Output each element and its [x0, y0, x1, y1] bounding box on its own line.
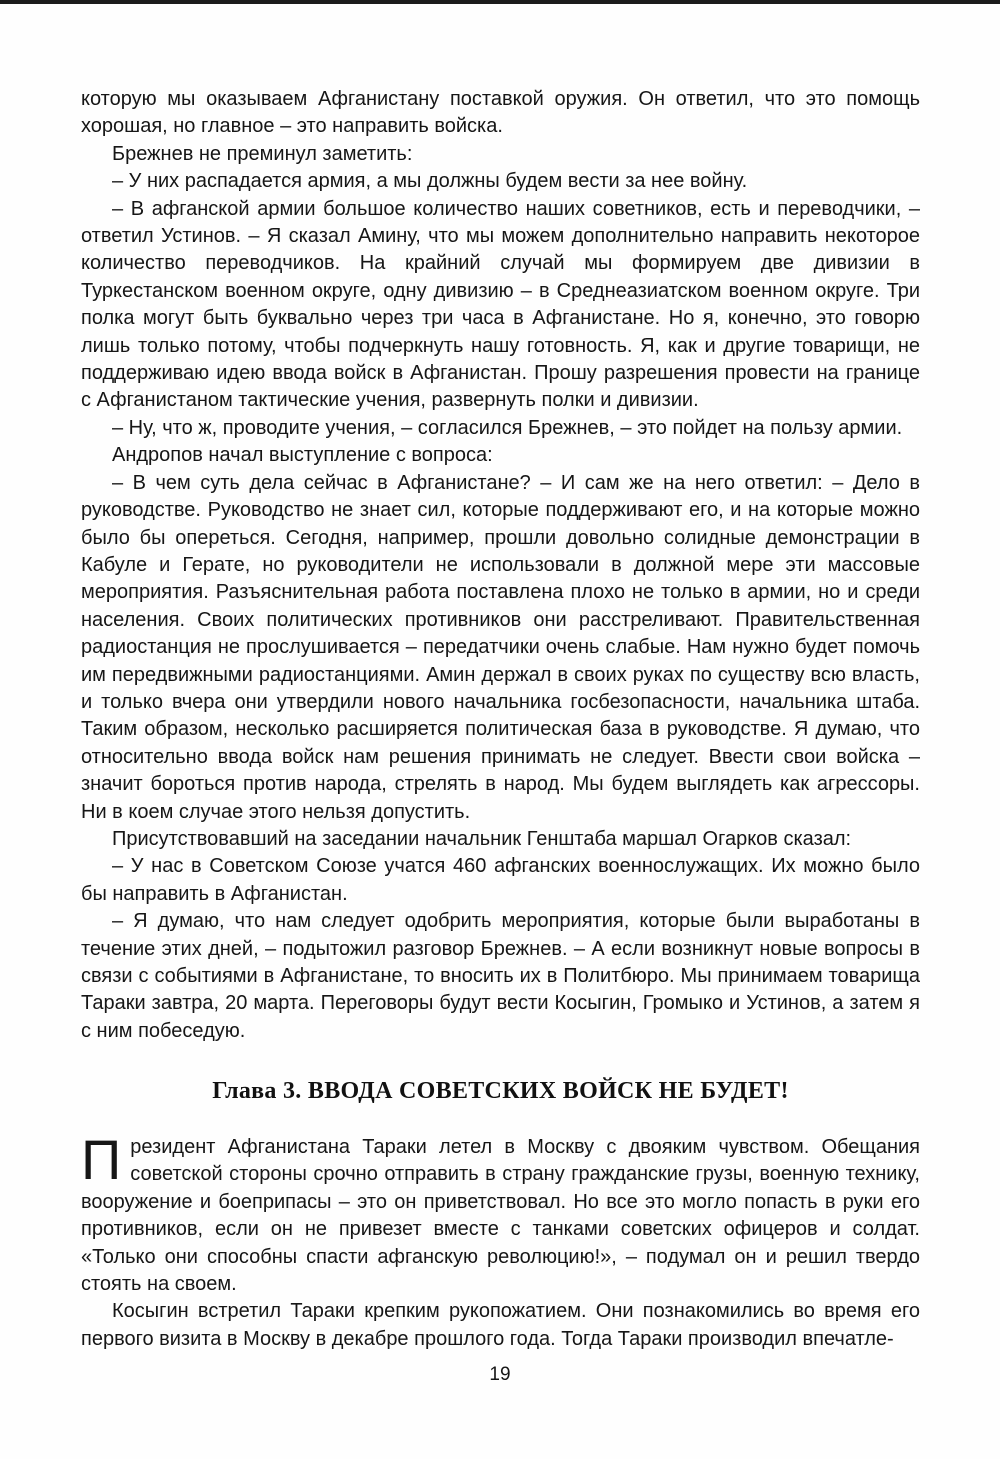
paragraph: которую мы оказываем Афганистану поставкой оружия. Он ответил, что это помощь хорошая, но главное – это направить войска.	[81, 88, 920, 138]
paragraph: – Я думаю, что нам следует одобрить мероприятия, которые были выработаны в течение этих дней, – подытожил разговор Брежнев. – А если возникнут новые вопросы в связи с событиями в Афганистане, то вносить их в Политбюро. Мы принимаем товарища Тараки завтра, 20 марта. Переговоры будут вести Косыгин, Громыко и Устинов, а затем я с ним побеседую.	[81, 910, 920, 1042]
drop-cap-letter: П	[81, 1128, 122, 1192]
chapter-title: ВВОДА СОВЕТСКИХ ВОЙСК НЕ БУДЕТ!	[307, 1078, 789, 1105]
paragraph: Андропов начал выступление с вопроса:	[112, 444, 493, 467]
scan-edge-artifact	[0, 0, 1000, 4]
paragraph: – У нас в Советском Союзе учатся 460 афганских военнослужащих. Их можно было бы направить в Афганистан.	[81, 855, 920, 905]
paragraph-text: резидент Афганистана Тараки летел в Москву с двояким чувством. Обещания советской стороны срочно отправить в страну гражданские грузы, военную технику, вооружение и боеприпасы – это он приветствовал. Но все это могло попасть в руки его противников, если он не привезет вместе с танками советских офицеров и солдат. «Только они способны спасти афганскую революцию!», – подумал он и решил твердо стоять на своем.	[81, 1136, 920, 1296]
paragraph: Косыгин встретил Тараки крепким рукопожатием. Они познакомились во время его первого визита в Москву в декабре прошлого года. Тогда Тараки производил впечатле-	[81, 1300, 920, 1350]
chapter-heading	[81, 1077, 920, 1106]
paragraph: – В чем суть дела сейчас в Афганистане? – И сам же на него ответил: – Дело в руководстве. Руководство не знает сил, которые поддерживают его, и на которые можно было бы опереться. Сегодня, например, прошли довольно солидные демонстрации в Кабуле и Герате, но руководители не использовали в должной мере эти массовые мероприятия. Разъяснительная работа поставлена плохо не только в армии, но и среди населения. Своих политических противников они расстреливают. Правительственная радиостанция не прослушивается – передатчики очень слабые. Нам нужно будет помочь им передвижными радиостанциями. Амин держал в своих руках по существу всю власть, и только вчера они утвердили нового начальника госбезопасности, начальника штаба. Таким образом, несколько расширяется политическая база в руководстве. Я думаю, что относительно ввода войск нам решения принимать не следует. Ввести свои войска – значит бороться против народа, стрелять в народ. Мы будем выглядеть как агрессоры. Ни в коем случае этого нельзя допустить.	[81, 471, 920, 823]
paragraph: Брежнев не преминул заметить:	[112, 142, 413, 165]
paragraph: – У них распадается армия, а мы должны будем вести за нее войну.	[112, 170, 748, 193]
paragraph	[81, 1128, 920, 1298]
text-column	[81, 86, 920, 1353]
page-number: 19	[489, 1364, 511, 1385]
chapter-label: Глава 3.	[212, 1078, 302, 1105]
paragraph: Присутствовавший на заседании начальник Генштаба маршал Огарков сказал:	[112, 827, 852, 850]
paragraph: – В афганской армии большое количество наших советников, есть и переводчики, – ответил Устинов. – Я сказал Амину, что мы можем дополнительно направить некоторое количество переводчиков. На крайний случай мы формируем две дивизии в Туркестанском военном округе, одну дивизию – в Среднеазиатском военном округе. Три полка могут быть буквально через три часа в Афганистане. Но я, конечно, это говорю лишь только потому, чтобы подчеркнуть нашу готовность. Я, как и другие товарищи, не поддерживаю идею ввода войск в Афганистан. Прошу разрешения провести на границе с Афганистаном тактические учения, развернуть полки и дивизии.	[81, 197, 920, 412]
paragraph: – Ну, что ж, проводите учения, – согласился Брежнев, – это пойдет на пользу армии.	[112, 416, 903, 439]
